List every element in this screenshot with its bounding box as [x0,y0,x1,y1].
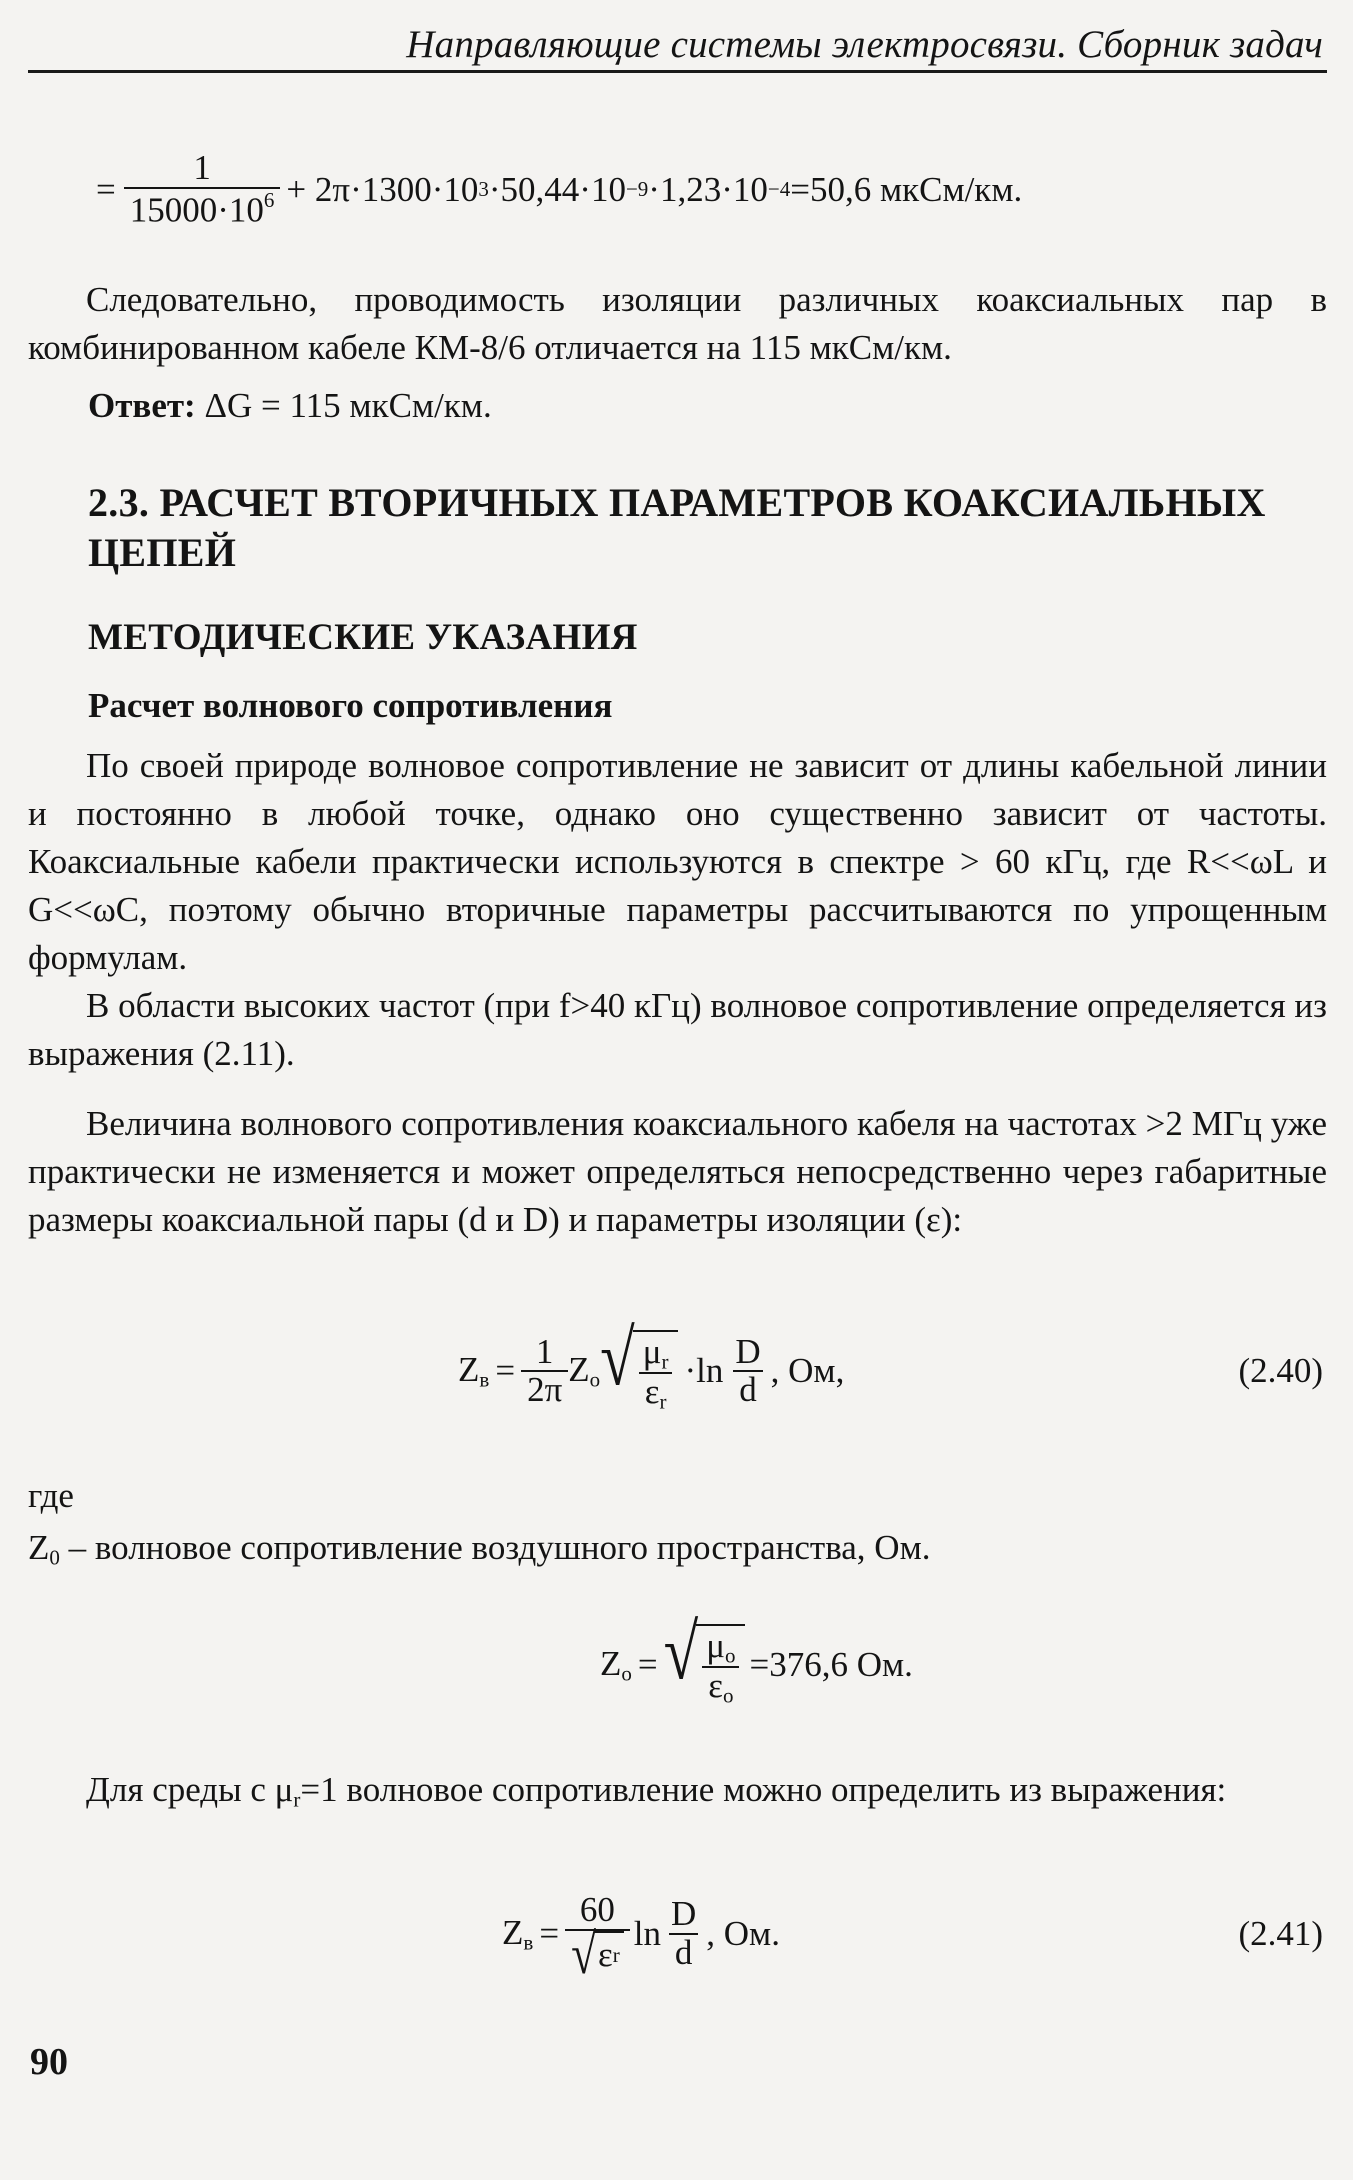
fraction: $\frac{1}{15000\cdot 10^6}$ [124,150,281,229]
equation-number: (2.41) [1238,1914,1323,1954]
page-number: 90 [30,2041,68,2083]
paragraph-conclusion: Следовательно, проводимость изоляции различных коаксиальных пар в комбинированном кабеле КМ-8/6 отличается на 115 мкСм/км. [28,280,1327,367]
where-label: где [28,1476,74,1515]
running-head: Направляющие системы электросвязи. Сборник задач [406,23,1323,66]
paragraph-geometry: Величина волнового сопротивления коаксиального кабеля на частотах >2 МГц уже практически не изменяется и может определяться непосредственно через габаритные размеры коаксиальной пары (d и D) и параметры изоляции (ε): [28,1104,1327,1239]
paragraph-medium: Для среды с $\mu_r=1$ волновое сопротивление можно определить из выражения: [86,1770,1227,1812]
equation-g-result: = $\frac{1}{15000\cdot 10^6}$ + 2π·1300·10 3 ·50,44·10 −9 ·1,23·10 −4 =50,6 мкСм/км. [96,148,1023,230]
formula-2-41: $Z_в$ = 60 √ ε r ln $\frac{D}{d}$ , Ом. (2.41) [502,1890,1323,1986]
subsection-heading: МЕТОДИЧЕСКИЕ УКАЗАНИЯ [88,617,638,658]
section-heading: 2.3. РАСЧЕТ ВТОРИЧНЫХ ПАРАМЕТРОВ КОАКСИАЛЬНЫХ ЦЕПЕЙ [88,480,1266,575]
paragraph-intro: По своей природе волновое сопротивление не зависит от длины кабельной линии и постоянно в любой точке, однако оно существенно зависит от частоты. Коаксиальные кабели практически используются в спектре > 60 кГц, где R<<ωL и G<<ωC, поэтому обычно вторичные параметры рассчитываются по упрощенным формулам. [28,746,1327,977]
paragraph-highfreq: В области высоких частот (при f>40 кГц) волновое сопротивление определяется из выражения (2.11). [28,986,1327,1073]
formula-2-40: $Z_в$ = $\frac{1}{2\pi}$ $Z_о$ √ $\frac{\mu_r}{\varepsilon_r}$ ·ln $\frac{D}{d}$ , Ом, (2.40) [458,1314,1323,1414]
formula-z0: $Z_о$ = √ $\frac{\mu_о}{\varepsilon_о}$ =376,6 Ом. [600,1608,913,1708]
equation-number: (2.40) [1238,1351,1323,1391]
sqrt: √ $\frac{\mu_r}{\varepsilon_r}$ [600,1330,678,1413]
subsubsection-heading: Расчет волнового сопротивления [88,686,613,725]
definition-z0: $Z_0$ – волновое сопротивление воздушного пространства, Ом. [28,1528,931,1570]
answer-line: Ответ: ΔG = 115 мкСм/км. [88,386,492,425]
header-rule [28,70,1327,73]
